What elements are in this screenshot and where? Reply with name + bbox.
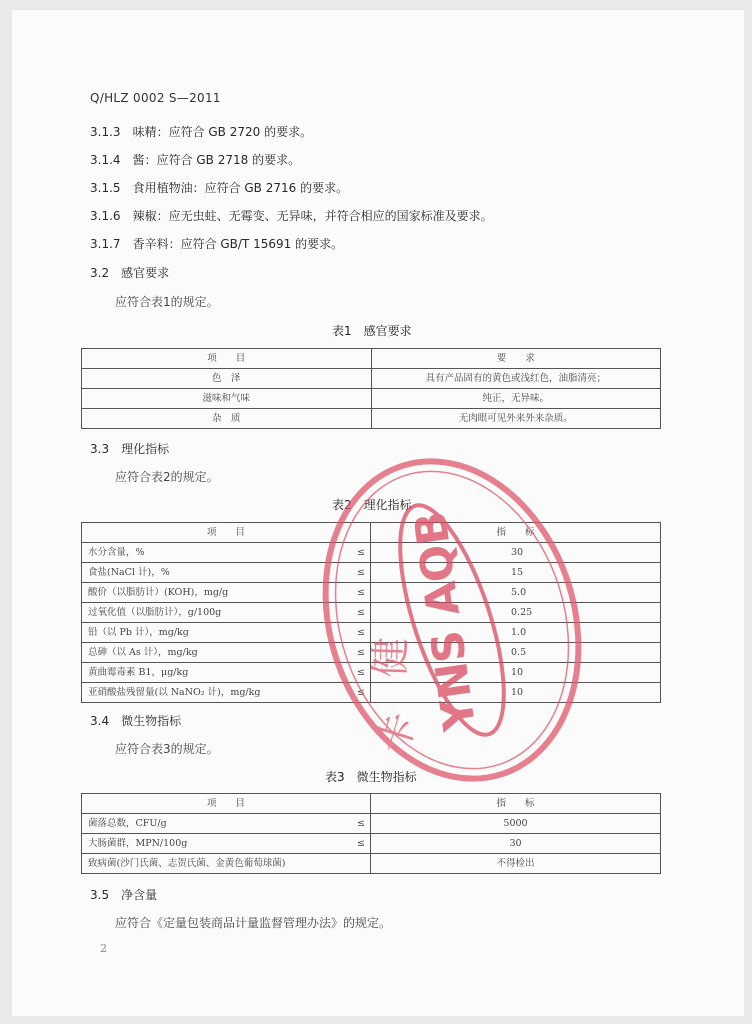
table-cell: ≤ (352, 563, 371, 583)
table-header-cell: 项 目 (82, 523, 371, 543)
table-cell: 亚硝酸盐残留量(以 NaNO₂ 计)，mg/kg (82, 683, 353, 703)
table-cell: ≤ (352, 683, 371, 703)
table-cell: 总砷（以 As 计），mg/kg (82, 643, 353, 663)
table-cell: ≤ (352, 814, 371, 834)
clause-text: 酱：应符合 GB 2718 的要求。 (132, 153, 301, 167)
svg-text:YNS AQB: YNS AQB (404, 508, 487, 734)
table-row (82, 543, 661, 563)
clause-text: 味精：应符合 GB 2720 的要求。 (132, 125, 313, 139)
table-header-cell: 项 目 (82, 794, 371, 814)
section-heading (90, 440, 169, 457)
table-cell: 食盐(NaCl 计)，% (82, 563, 353, 583)
table-cell: ≤ (352, 623, 371, 643)
table-cell: 5000 (371, 814, 661, 834)
section-number: 3.3 (90, 442, 110, 456)
table-row (82, 643, 661, 663)
svg-text:卡: 卡 (370, 707, 427, 760)
table-cell: 1.0 (371, 623, 661, 643)
section-title: 理化指标 (121, 442, 170, 456)
section-number: 3.2 (90, 266, 110, 280)
table-row (82, 563, 661, 583)
section-note: 应符合表1的规定。 (115, 295, 219, 309)
table3-caption: 表3 微生物指标 (325, 770, 417, 784)
table-row (82, 854, 661, 874)
table-cell: ≤ (352, 543, 371, 563)
table-row (82, 683, 661, 703)
table-cell: ≤ (352, 643, 371, 663)
table-row (82, 623, 661, 643)
section-heading (90, 886, 157, 903)
table-cell: 0.5 (371, 643, 661, 663)
clause-item (90, 207, 493, 224)
section-title: 净含量 (121, 888, 158, 902)
table-row (82, 583, 661, 603)
clause-text: 香辛料：应符合 GB/T 15691 的要求。 (132, 237, 344, 251)
table-cell: ≤ (352, 834, 371, 854)
table-header-row (82, 349, 661, 369)
section-note: 应符合表3的规定。 (115, 742, 219, 756)
table-cell: 致病菌(沙门氏菌、志贺氏菌、金黄色葡萄球菌) (82, 854, 353, 874)
standard-code-header: Q/HLZ 0002 S—2011 (90, 91, 221, 105)
table-cell: 纯正，无异味。 (371, 389, 661, 409)
table-cell: 无肉眼可见外来外来杂质。 (371, 409, 661, 429)
table-row (82, 409, 661, 429)
clause-text: 辣椒：应无虫蛀、无霉变、无异味，并符合相应的国家标准及要求。 (132, 209, 493, 223)
table-cell: 滋味和气味 (82, 389, 372, 409)
section-title: 感官要求 (121, 266, 170, 280)
table-cell: 不得检出 (371, 854, 661, 874)
table-header-cell: 要 求 (371, 349, 661, 369)
table-cell: 杂 质 (82, 409, 372, 429)
section-number: 3.4 (90, 714, 110, 728)
table-cell: ≤ (352, 663, 371, 683)
table-cell: 过氧化值（以脂肪计），g/100g (82, 603, 353, 623)
table-cell: 10 (371, 683, 661, 703)
table-cell: 30 (371, 543, 661, 563)
clause-item (90, 151, 300, 168)
table-row (82, 834, 661, 854)
clause-number: 3.1.6 (90, 209, 121, 223)
section-heading (90, 712, 181, 729)
table-cell: 15 (371, 563, 661, 583)
clause-item (90, 235, 343, 252)
table-cell: 酸价（以脂肪计）(KOH)，mg/g (82, 583, 353, 603)
table-row (82, 369, 661, 389)
table-row (82, 663, 661, 683)
table-cell: 水分含量，% (82, 543, 353, 563)
clause-number: 3.1.4 (90, 153, 121, 167)
table-header-row (82, 523, 661, 543)
clause-number: 3.1.5 (90, 181, 121, 195)
section-note: 应符合《定量包装商品计量监督管理办法》的规定。 (115, 916, 392, 930)
table-cell: 30 (371, 834, 661, 854)
table-row (82, 603, 661, 623)
table1-caption: 表1 感官要求 (332, 324, 412, 338)
table-row (82, 814, 661, 834)
table-header-cell: 指 标 (371, 523, 661, 543)
table-header-cell: 项 目 (82, 349, 372, 369)
table-cell: 10 (371, 663, 661, 683)
section-title: 微生物指标 (121, 714, 182, 728)
table-cell (352, 854, 371, 874)
clause-number: 3.1.7 (90, 237, 121, 251)
svg-text:健: 健 (367, 636, 415, 679)
table-cell: 具有产品固有的黄色或浅红色，油脂清亮； (371, 369, 661, 389)
clause-item (90, 123, 312, 140)
table1-sensory (81, 348, 661, 429)
table-cell: ≤ (352, 603, 371, 623)
table-cell: 黄曲霉毒素 B1，μg/kg (82, 663, 353, 683)
clause-item (90, 179, 348, 196)
table-cell: 大肠菌群，MPN/100g (82, 834, 353, 854)
section-number: 3.5 (90, 888, 110, 902)
table-cell: 菌落总数，CFU/g (82, 814, 353, 834)
page-number: 2 (100, 942, 107, 955)
section-note: 应符合表2的规定。 (115, 470, 219, 484)
table-header-row (82, 794, 661, 814)
table2-physicochemical (81, 522, 661, 703)
table-cell: 0.25 (371, 603, 661, 623)
clause-text: 食用植物油：应符合 GB 2716 的要求。 (132, 181, 349, 195)
table-cell: ≤ (352, 583, 371, 603)
table2-caption: 表2 理化指标 (332, 498, 412, 512)
table-cell: 色 泽 (82, 369, 372, 389)
table-cell: 铅（以 Pb 计），mg/kg (82, 623, 353, 643)
clause-number: 3.1.3 (90, 125, 121, 139)
table3-microbiological (81, 793, 661, 874)
table-cell: 5.0 (371, 583, 661, 603)
table-row (82, 389, 661, 409)
section-heading (90, 264, 169, 281)
table-header-cell: 指 标 (371, 794, 661, 814)
